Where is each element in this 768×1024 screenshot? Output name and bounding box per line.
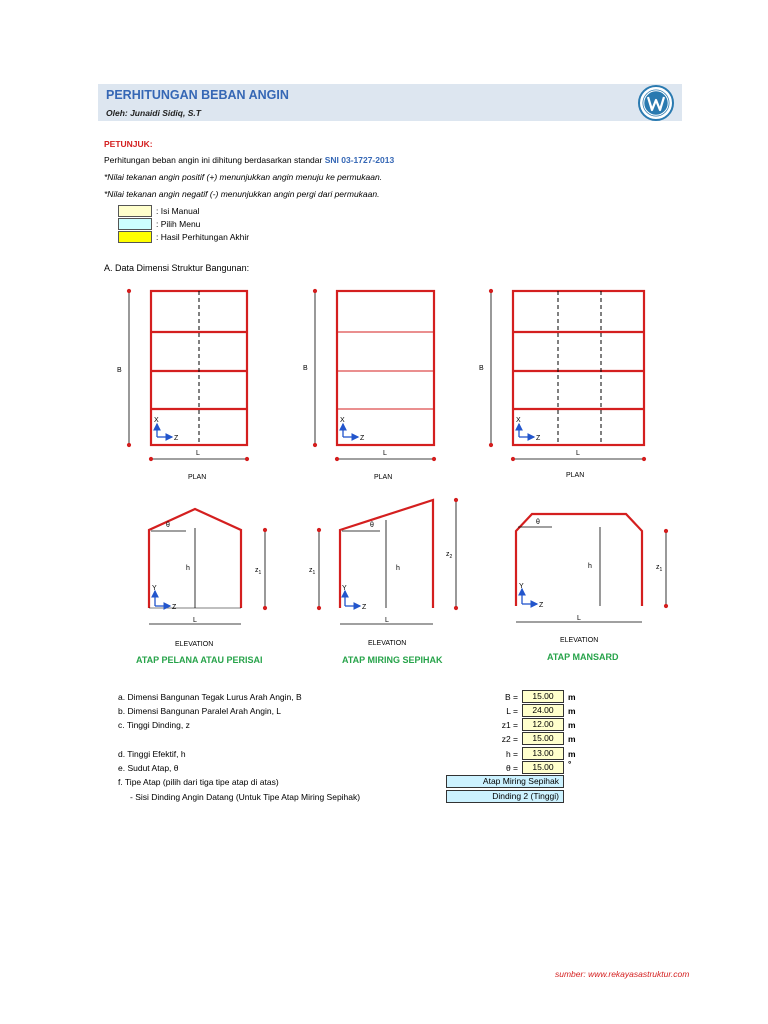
- elevation-label-1: ELEVATION: [175, 641, 214, 648]
- roof-angle-1: θ: [166, 522, 170, 529]
- roof-angle-2: θ: [370, 522, 374, 529]
- dim-label-z2-2: $z_2$: [446, 551, 453, 560]
- plan-1-diagram: [127, 289, 248, 460]
- plan-2-diagram: [313, 289, 435, 460]
- input-value-z2[interactable]: 15.00: [522, 732, 564, 745]
- dim-label-z1-1: $z_1$: [255, 567, 262, 576]
- dim-label-b-2: B: [303, 365, 308, 372]
- axis-z-6: Z: [539, 602, 544, 609]
- elevation-label-2: ELEVATION: [368, 640, 407, 647]
- input-label-h: d. Tinggi Efektif, h: [118, 749, 186, 759]
- page-title: PERHITUNGAN BEBAN ANGIN: [106, 88, 289, 102]
- plan-label-3: PLAN: [566, 472, 585, 479]
- instructions-line2: *Nilai tekanan angin positif (+) menunjukkan angin menuju ke permukaan.: [104, 172, 383, 182]
- legend-label-manual: : Isi Manual: [156, 206, 200, 216]
- input-unit-z2: m: [568, 734, 576, 744]
- axis-z-2: Z: [360, 435, 365, 442]
- dim-label-l-1: L: [196, 450, 200, 457]
- input-value-theta[interactable]: 15.00: [522, 761, 564, 774]
- dim-label-l-5: L: [385, 617, 389, 624]
- dim-label-b-3: B: [479, 365, 484, 372]
- axis-x-2: X: [340, 417, 345, 424]
- dim-label-h-2: h: [396, 565, 400, 572]
- elevation-2-diagram: [317, 498, 457, 624]
- legend-label-result: : Hasil Perhitungan Akhir: [156, 232, 250, 242]
- axis-x-3: X: [516, 417, 521, 424]
- input-sym-z2: z2 =: [501, 734, 518, 744]
- plan-label-2: PLAN: [374, 474, 393, 481]
- standard-code: SNI 03-1727-2013: [324, 155, 395, 165]
- input-unit-theta: °: [568, 759, 572, 769]
- input-label-b: a. Dimensi Bangunan Tegak Lurus Arah Angin, B: [118, 692, 302, 702]
- instructions-line1-text: Perhitungan beban angin ini dihitung berdasarkan standar: [104, 155, 323, 165]
- input-label-z: c. Tinggi Dinding, z: [118, 720, 190, 730]
- dim-label-z1-3: $z_1$: [656, 564, 663, 573]
- axis-y-5: Y: [342, 585, 347, 592]
- axis-y-6: Y: [519, 583, 524, 590]
- wall-side-select[interactable]: Dinding 2 (Tinggi): [446, 790, 564, 803]
- input-sym-l: L =: [506, 706, 518, 716]
- input-value-z1[interactable]: 12.00: [522, 718, 564, 731]
- plan-label-1: PLAN: [188, 474, 207, 481]
- dim-label-l-3: L: [576, 450, 580, 457]
- axis-z-5: Z: [362, 604, 367, 611]
- axis-y-4: Y: [152, 585, 157, 592]
- author-line: Oleh: Junaidi Sidiq, S.T: [106, 108, 201, 118]
- input-sym-h: h =: [505, 749, 518, 759]
- input-value-l[interactable]: 24.00: [522, 704, 564, 717]
- input-unit-z1: m: [568, 720, 576, 730]
- axis-x-1: X: [154, 417, 159, 424]
- input-unit-h: m: [568, 749, 576, 759]
- axis-z-4: Z: [172, 604, 177, 611]
- axis-z-1: Z: [174, 435, 179, 442]
- roof-type-select[interactable]: Atap Miring Sepihak: [446, 775, 564, 788]
- input-sym-z1: z1 =: [501, 720, 518, 730]
- dim-label-l-6: L: [577, 615, 581, 622]
- dim-label-b-1: B: [117, 367, 122, 374]
- legend-label-menu: : Pilih Menu: [156, 219, 201, 229]
- dim-label-z1-2: $z_1$: [309, 567, 316, 576]
- roof-angle-3: θ: [536, 519, 540, 526]
- roof-type-label-gable: ATAP PELANA ATAU PERISAI: [136, 655, 263, 665]
- instructions-heading: PETUNJUK:: [104, 139, 153, 149]
- dim-label-h-1: h: [186, 565, 190, 572]
- dim-label-l-2: L: [383, 450, 387, 457]
- axis-arrows: [155, 424, 537, 606]
- section-a-heading: A. Data Dimensi Struktur Bangunan:: [104, 263, 250, 273]
- input-sym-theta: θ =: [505, 763, 518, 773]
- input-value-b[interactable]: 15.00: [522, 690, 564, 703]
- roof-type-label-mansard: ATAP MANSARD: [547, 652, 619, 662]
- roof-type-label-monopitch: ATAP MIRING SEPIHAK: [342, 655, 443, 665]
- input-label-l: b. Dimensi Bangunan Paralel Arah Angin, L: [118, 706, 282, 716]
- input-sym-b: B =: [505, 692, 518, 702]
- dim-label-h-3: h: [588, 563, 592, 570]
- input-unit-l: m: [568, 706, 576, 716]
- source-credit: sumber: www.rekayasastruktur.com: [555, 969, 690, 979]
- wall-side-label: - Sisi Dinding Angin Datang (Untuk Tipe Atap Miring Sepihak): [130, 792, 361, 802]
- input-label-theta: e. Sudut Atap, θ: [118, 763, 179, 773]
- plan-3-diagram: [489, 289, 645, 460]
- roof-type-label: f. Tipe Atap (pilih dari tiga tipe atap di atas): [118, 777, 279, 787]
- input-value-h[interactable]: 13.00: [522, 747, 564, 760]
- axis-z-3: Z: [536, 435, 541, 442]
- dim-label-l-4: L: [193, 617, 197, 624]
- elevation-label-3: ELEVATION: [560, 637, 599, 644]
- instructions-line3: *Nilai tekanan angin negatif (-) menunjukkan angin pergi dari permukaan.: [104, 189, 380, 199]
- input-unit-b: m: [568, 692, 576, 702]
